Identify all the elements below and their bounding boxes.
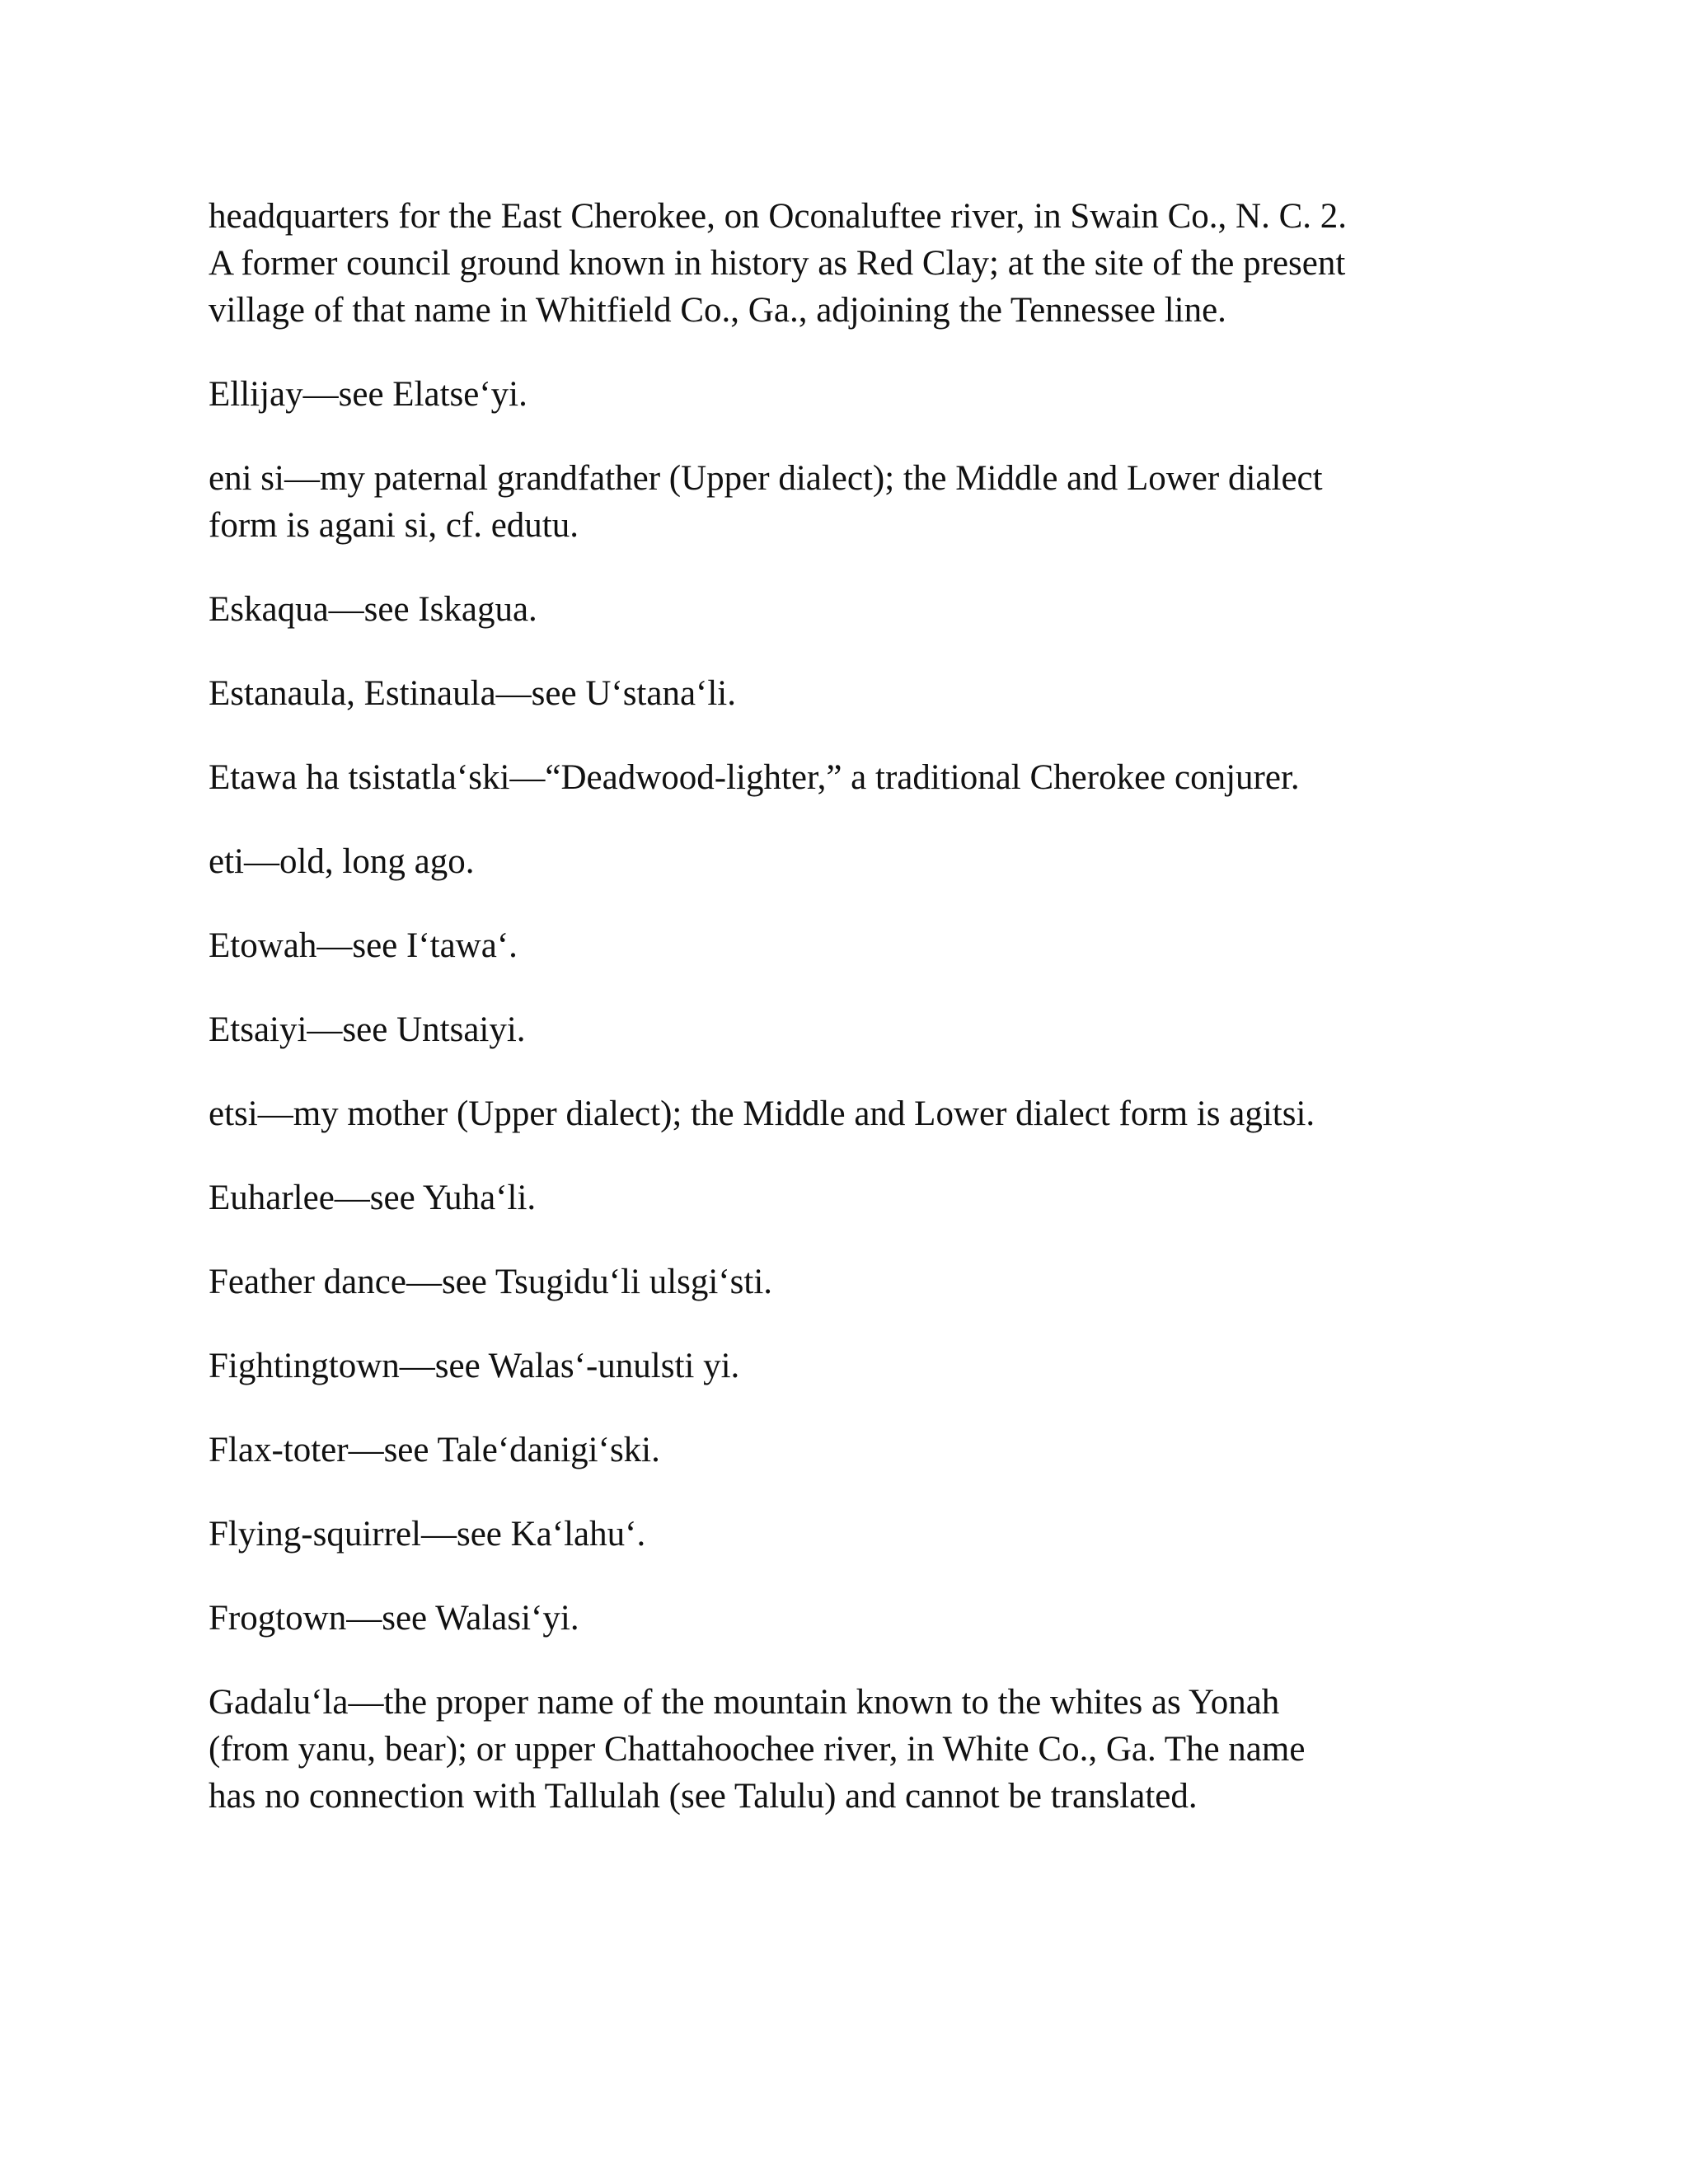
entry-ellijay: Ellijay—see Elatse‘yi.	[209, 375, 528, 414]
document-page	[209, 193, 1494, 1857]
entry-etawa-ha-tsistatlaski: Etawa ha tsistatla‘ski—“Deadwood-lighter,” a traditional Cherokee conjurer.	[209, 758, 1300, 797]
entry-feather-dance: Feather dance—see Tsugidu‘li ulsgi‘sti.	[209, 1263, 773, 1301]
entry-etowah: Etowah—see I‘tawa‘.	[209, 926, 518, 965]
entry-estanaula: Estanaula, Estinaula—see U‘stana‘li.	[209, 674, 737, 713]
entry-flying-squirrel: Flying-squirrel—see Ka‘lahu‘.	[209, 1515, 646, 1554]
entry-gadalula: Gadalu‘la—the proper name of the mountain known to the whites as Yonah (from yanu, bear); or upper Chattahoochee river, in White Co., Ga. The name has no connection with Tallulah (see Talulu) and cannot be translated.	[209, 1683, 1306, 1816]
entry-flax-toter: Flax-toter—see Tale‘danigi‘ski.	[209, 1431, 660, 1469]
entry-euharlee: Euharlee—see Yuha‘li.	[209, 1179, 537, 1217]
entry-eni-si: eni si—my paternal grandfather (Upper dialect); the Middle and Lower dialect form is agani si, cf. edutu.	[209, 459, 1323, 545]
entry-east-cherokee-headquarters: headquarters for the East Cherokee, on Oconaluftee river, in Swain Co., N. C. 2. A former council ground known in history as Red Clay; at the site of the present village of that name in Whitfield Co., Ga., adjoining the Tennessee line.	[209, 197, 1348, 330]
entry-eti: eti—old, long ago.	[209, 842, 475, 881]
entry-fightingtown: Fightingtown—see Walas‘-unulsti yi.	[209, 1347, 740, 1385]
entry-frogtown: Frogtown—see Walasi‘yi.	[209, 1599, 579, 1638]
entry-etsaiyi: Etsaiyi—see Untsaiyi.	[209, 1010, 526, 1049]
entry-eskaqua: Eskaqua—see Iskagua.	[209, 590, 537, 629]
entry-etsi: etsi—my mother (Upper dialect); the Middle and Lower dialect form is agitsi.	[209, 1094, 1315, 1133]
